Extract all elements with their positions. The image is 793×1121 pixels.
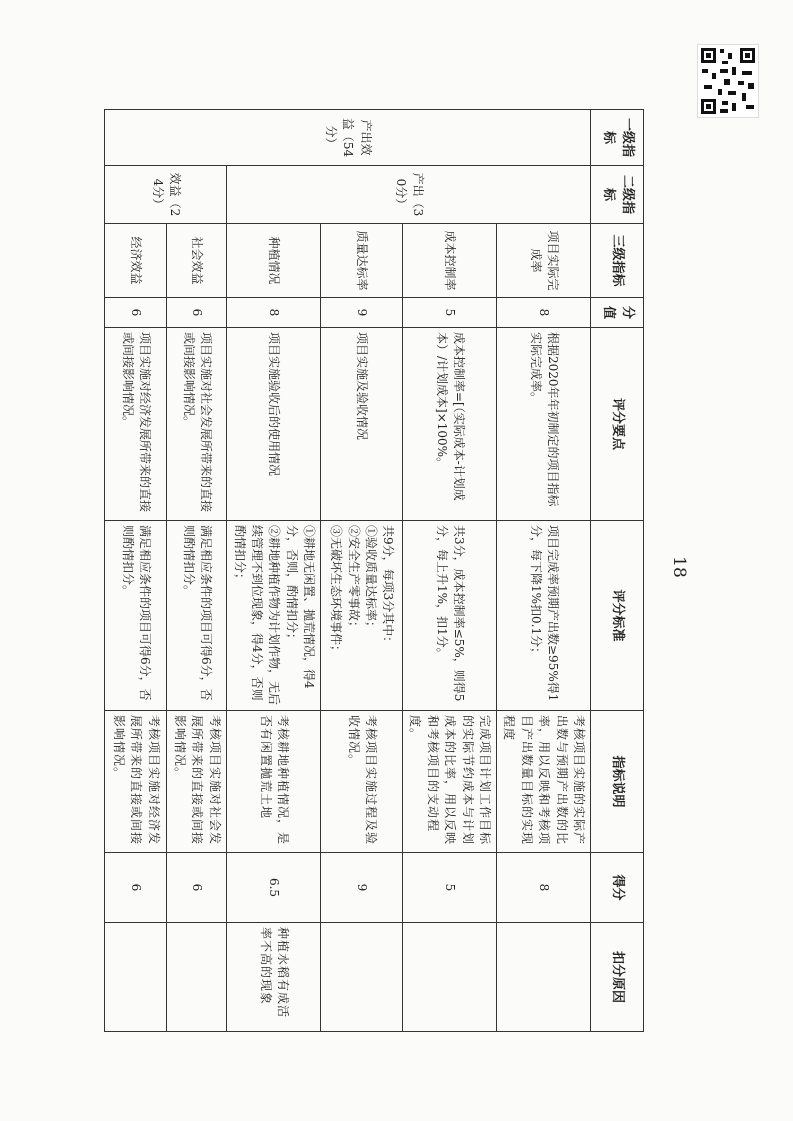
level3-cell: 经济效益 (105, 224, 167, 298)
indicator-explanation-cell: 考核项目实施对社会发展所带来的直接或间接影响情况。 (167, 711, 227, 853)
qr-code-icon (698, 45, 758, 117)
table-row (321, 110, 403, 1032)
indicator-explanation-cell: 完成项目计划工作目标的实际节约成本与计划成本的比率，用以反映和考核项目的支动程度。 (403, 711, 497, 853)
score-cell: 9 (321, 853, 403, 923)
scoring-point-cell: 项目实施及验收情况 (321, 328, 403, 521)
header-deduction-reason: 扣分原因 (591, 923, 644, 1032)
qr-code (697, 44, 759, 118)
scoring-point-cell: 成本控制率=[（实际成本-计划成本）/计划成本]×100%。 (403, 328, 497, 521)
value-cell: 9 (321, 298, 403, 328)
table-row (403, 110, 497, 1032)
deduction-reason-cell (321, 923, 403, 1032)
table-row (497, 110, 591, 1032)
level3-cell: 质量达标率 (321, 224, 403, 298)
level2-output-cell: 产出（30分） (227, 166, 591, 224)
value-cell: 8 (497, 298, 591, 328)
scoring-point-cell: 项目实施对经济发展所带来的直接或间接影响情况。 (105, 328, 167, 521)
header-score: 得分 (591, 853, 644, 923)
scoring-standard-cell: 满足相应条件的项目可得6分，否则酌情扣分。 (105, 521, 167, 711)
score-cell: 5 (403, 853, 497, 923)
value-cell: 6 (105, 298, 167, 328)
indicator-explanation-cell: 考核项目实施对经济发展所带来的直接或间接影响情况。 (105, 711, 167, 853)
scoring-standard-cell: ①耕地无闲置、抛荒情况，得4分，否则，酌情扣分； ②耕地种植作物为计划作物，无后续管理不到位现象，得4分，否则酌情扣分； (227, 521, 321, 711)
score-cell: 6.5 (227, 853, 321, 923)
header-value: 分值 (591, 298, 644, 328)
header-scoring-standard: 评分标准 (591, 521, 644, 711)
score-cell: 6 (167, 853, 227, 923)
deduction-reason-cell (497, 923, 591, 1032)
evaluation-table (113, 109, 644, 1031)
score-cell: 8 (497, 853, 591, 923)
value-cell: 5 (403, 298, 497, 328)
header-level3: 三级指标 (591, 224, 644, 298)
scoring-standard-cell: 共9分，每项3分其中： ①验收质量达标率； ②安全生产零事故； ③无破坏生态环境事件； (321, 521, 403, 711)
scoring-point-cell: 项目实施对社会发展所带来的直接或间接影响情况。 (167, 328, 227, 521)
header-scoring-point: 评分要点 (591, 328, 644, 521)
scoring-standard-cell: 项目完成率预期产出数≥95%得1分，每下降1%扣0.1分； (497, 521, 591, 711)
header-level2: 二级指标 (591, 166, 644, 224)
value-cell: 8 (227, 298, 321, 328)
scoring-standard-cell: 满足相应条件的项目可得6分，否则酌情扣分。 (167, 521, 227, 711)
table-row (227, 110, 321, 1032)
indicator-explanation-cell: 考核耕地种植情况，是否有闲置抛荒土地 (227, 711, 321, 853)
level3-cell: 项目实际完成率 (497, 224, 591, 298)
indicator-explanation-cell: 考核项目实施过程及验收情况。 (321, 711, 403, 853)
level2-benefit-cell: 效益（24分） (105, 166, 227, 224)
table-row (105, 110, 167, 1032)
level3-cell: 成本控制率 (403, 224, 497, 298)
scoring-point-cell: 根据2020年年初制定的项目指标实际完成率。 (497, 328, 591, 521)
header-indicator-explanation: 指标说明 (591, 711, 644, 853)
deduction-reason-cell (105, 923, 167, 1032)
value-cell: 6 (167, 298, 227, 328)
scoring-point-cell: 项目实施验收后的使用情况 (227, 328, 321, 521)
level3-cell: 社会效益 (167, 224, 227, 298)
table-header-row (591, 110, 644, 1032)
scoring-standard-cell: 共3分，成本控制率≤5%，则得5分，每上升1%，扣1分。 (403, 521, 497, 711)
deduction-reason-cell: 种植水稻有成活率不高的现象 (227, 923, 321, 1032)
level1-cell: 产出效益（54分） (105, 110, 591, 166)
deduction-reason-cell (167, 923, 227, 1032)
page-number: 18 (669, 556, 689, 578)
indicator-explanation-cell: 考核项目实施的实际产出数与预期产出数的比率，用以反映和考核项目产出数量目标的实现程度 (497, 711, 591, 853)
table-row (167, 110, 227, 1032)
header-level1: 一级指标 (591, 110, 644, 166)
level3-cell: 种植情况 (227, 224, 321, 298)
deduction-reason-cell (403, 923, 497, 1032)
score-cell: 6 (105, 853, 167, 923)
